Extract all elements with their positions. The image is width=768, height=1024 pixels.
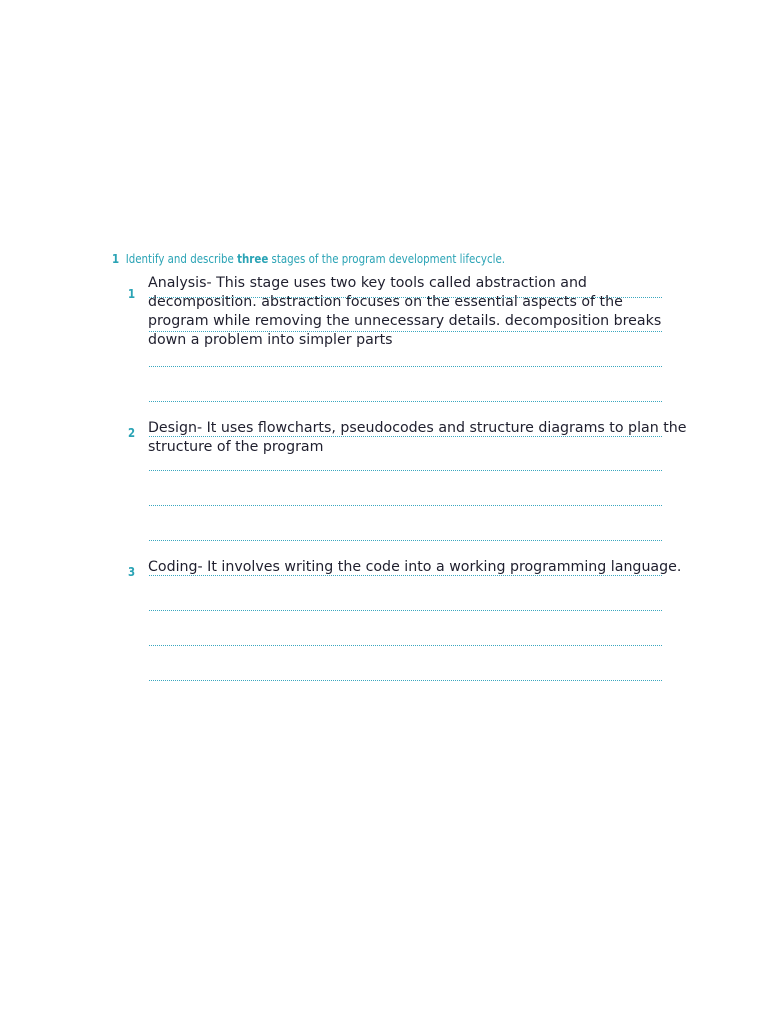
answer-line[interactable]	[149, 540, 662, 541]
answer-line[interactable]	[149, 680, 662, 681]
question-text-after: stages of the program development lifecycle.	[268, 251, 506, 266]
question-number: 1	[112, 251, 120, 266]
answer-text-2[interactable]: Design- It uses flowcharts, pseudocodes and structure diagrams to plan the structure of the program	[148, 420, 687, 455]
answer-line[interactable]	[149, 645, 662, 646]
answer-line[interactable]	[149, 401, 662, 402]
answer-text-3[interactable]: Coding- It involves writing the code into a working programming language.	[148, 559, 682, 575]
answer-text-1[interactable]: Analysis- This stage uses two key tools called abstraction and decomposition. abstraction focuses on the essential aspects of the program while removing the unnecessary details. decomposition breaks down a problem into simpler parts	[148, 275, 662, 348]
question-prompt	[112, 251, 505, 266]
answer-line[interactable]	[149, 470, 662, 471]
answer-line[interactable]	[149, 366, 662, 367]
answer-number-2: 2	[128, 426, 136, 440]
answer-number-3: 3	[128, 565, 136, 579]
answer-line[interactable]	[149, 505, 662, 506]
question-text-bold: three	[237, 251, 269, 266]
question-text-before: Identify and describe	[125, 251, 238, 266]
answer-line[interactable]	[149, 610, 662, 611]
answer-number-1: 1	[128, 287, 136, 301]
